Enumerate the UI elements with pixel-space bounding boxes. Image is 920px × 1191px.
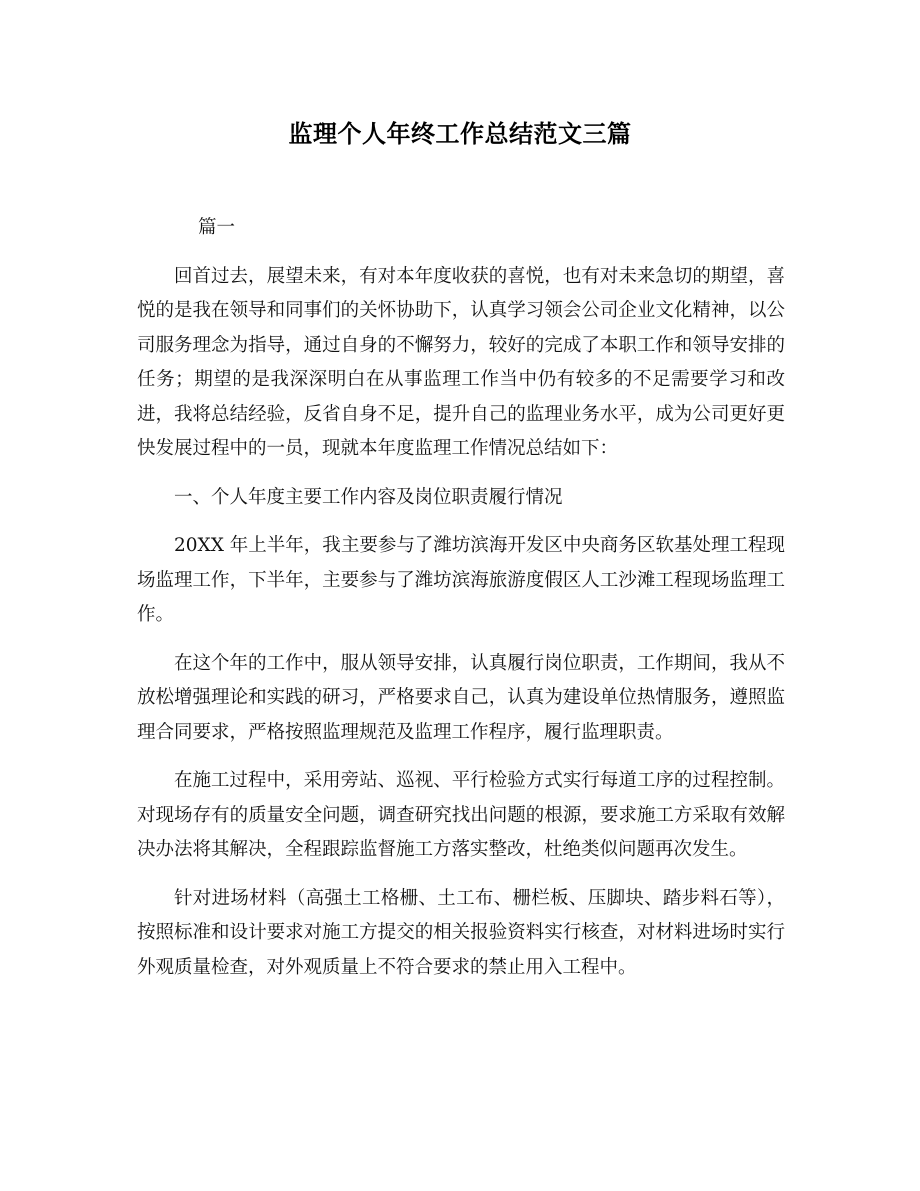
paragraph-projects: 20XX 年上半年，我主要参与了潍坊滨海开发区中央商务区软基处理工程现场监理工作，下半年，主要参与了潍坊滨海旅游度假区人工沙滩工程现场监理工作。 xyxy=(137,535,785,625)
document-body xyxy=(137,211,785,999)
document-title: 监理个人年终工作总结范文三篇 xyxy=(288,120,632,148)
section-heading: 一、个人年度主要工作内容及岗位职责履行情况 xyxy=(174,486,563,508)
paragraph-intro: 回首过去，展望未来，有对本年度收获的喜悦，也有对未来急切的期望，喜悦的是我在领导和同事们的关怀协助下，认真学习领会公司企业文化精神，以公司服务理念为指导，通过自身的不懈努力，较好的完成了本职工作和领导安排的任务；期望的是我深深明白在从事监理工作当中仍有较多的不足需要学习和改进，我将总结经验，反省自身不足，提升自己的监理业务水平，成为公司更好更快发展过程中的一员，现就本年度监理工作情况总结如下： xyxy=(137,265,785,459)
paragraph-materials: 针对进场材料（高强土工格栅、土工布、栅栏板、压脚块、踏步料石等），按照标准和设计要求对施工方提交的相关报验资料实行核查，对材料进场时实行外观质量检查，对外观质量上不符合要求的禁止用入工程中。 xyxy=(137,887,785,978)
paragraph-process-control: 在施工过程中，采用旁站、巡视、平行检验方式实行每道工序的过程控制。对现场存有的质量安全问题，调查研究找出问题的根源，要求施工方采取有效解决办法将其解决，全程跟踪监督施工方落实整改，杜绝类似问题再次发生。 xyxy=(137,770,785,860)
paragraph-duties: 在这个年的工作中，服从领导安排，认真履行岗位职责，工作期间，我从不放松增强理论和实践的研习，严格要求自己，认真为建设单位热情服务，遵照监理合同要求，严格按照监理规范及监理工作程序，履行监理职责。 xyxy=(137,652,785,743)
section-label: 篇一 xyxy=(198,217,236,238)
